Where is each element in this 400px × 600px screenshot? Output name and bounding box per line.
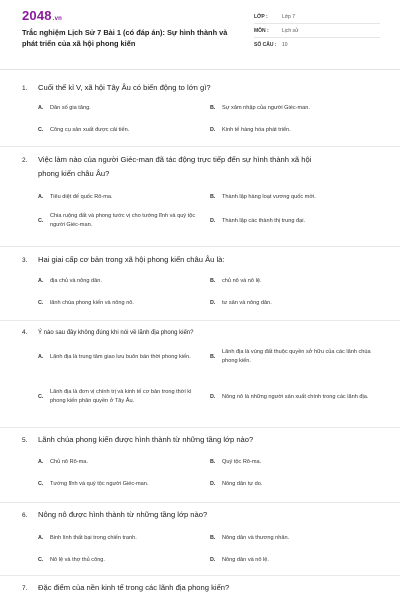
option-letter: D. <box>210 394 216 400</box>
option-text: lãnh chúa phong kiến và nông nô. <box>50 299 134 306</box>
option-letter: A. <box>38 194 44 200</box>
option-b[interactable] <box>210 192 382 202</box>
option-a[interactable] <box>38 103 208 113</box>
meta-value[interactable]: Lớp 7 <box>282 13 296 20</box>
option-text: Nông dân và thương nhân. <box>222 534 290 541</box>
option-d[interactable] <box>210 386 382 408</box>
question-stem <box>22 326 382 340</box>
site-logo[interactable] <box>22 8 62 23</box>
option-text: Dân số gia tăng. <box>50 104 91 111</box>
option-text: Thành lập hàng loạt vương quốc mới. <box>222 193 316 200</box>
question-text: Hai giai cấp cơ bản trong xã hội phong kiến châu Âu là: <box>38 255 225 264</box>
option-text: Sự xâm nhập của người Giéc-man. <box>222 104 310 111</box>
meta-row-class <box>254 10 380 24</box>
question-text: Cuối thế kỉ V, xã hội Tây Âu có biến động to lớn gì? <box>38 83 211 92</box>
meta-key: LỚP : <box>254 13 268 20</box>
option-b[interactable] <box>210 457 382 467</box>
option-b[interactable] <box>210 103 382 113</box>
option-letter: A. <box>38 535 44 541</box>
option-text: Nô lệ và thợ thủ công. <box>50 556 105 563</box>
option-text: Chủ nô Rô-ma. <box>50 458 88 465</box>
meta-key: SỐ CÂU : <box>254 42 277 48</box>
option-c[interactable] <box>38 298 208 308</box>
divider <box>0 575 400 576</box>
option-letter: B. <box>210 459 216 465</box>
logo-suffix: .vn <box>52 16 63 22</box>
question-stem <box>22 81 382 95</box>
option-text: Lãnh địa là trung tâm giao lưu buôn bán thời phong kiến. <box>50 353 191 360</box>
page-title: Trắc nghiệm Lịch Sử 7 Bài 1 (có đáp án): Sự hình thành và phát triển của xã hội phong kiến <box>22 28 228 48</box>
meta-key: MÔN : <box>254 27 269 34</box>
divider <box>0 320 400 321</box>
question-text: Đặc điểm của nền kinh tế trong các lãnh địa phong kiến? <box>38 583 230 592</box>
question-stem <box>22 581 382 595</box>
option-d[interactable] <box>210 555 382 565</box>
meta-row-count <box>254 38 380 52</box>
option-letter: B. <box>210 354 216 360</box>
question-number: 3. <box>22 257 28 264</box>
option-text: chủ nô và nô lệ. <box>222 277 262 284</box>
option-text: Chia ruộng đất và phong tước vị cho tướng lĩnh và quý tộc người Giéc-man. <box>50 213 196 228</box>
option-text: Thành lập các thành thị trung đại. <box>222 217 306 224</box>
option-c[interactable] <box>38 382 208 412</box>
option-letter: B. <box>210 105 216 111</box>
option-a[interactable] <box>38 276 208 286</box>
option-letter: A. <box>38 459 44 465</box>
question-text-line2: phong kiến châu Âu? <box>38 169 110 178</box>
option-c[interactable] <box>38 479 208 489</box>
option-text: Nông dân và nô lệ. <box>222 556 269 563</box>
option-b[interactable] <box>210 533 382 543</box>
option-letter: A. <box>38 354 44 360</box>
option-letter: C. <box>38 127 44 133</box>
question-text: Nông nô được hình thành từ những tầng lớp nào? <box>38 510 208 519</box>
option-letter: B. <box>210 194 216 200</box>
option-d[interactable] <box>210 479 382 489</box>
option-letter: C. <box>38 300 44 306</box>
option-text: Công cụ sản xuất được cải tiến. <box>50 126 130 133</box>
option-text: Tướng lĩnh và quý tộc người Giéc-man. <box>50 480 149 487</box>
option-text: Kinh tế hàng hóa phát triển. <box>222 126 291 133</box>
option-letter: D. <box>210 557 216 563</box>
option-b[interactable] <box>210 346 382 368</box>
option-letter: A. <box>38 105 44 111</box>
question-stem <box>22 253 382 267</box>
option-b[interactable] <box>210 276 382 286</box>
divider <box>0 502 400 503</box>
meta-value[interactable]: Lịch sử <box>282 27 299 34</box>
page-header <box>0 0 400 70</box>
logo-main: 2048 <box>22 8 52 23</box>
option-d[interactable] <box>210 125 382 135</box>
option-letter: D. <box>210 481 216 487</box>
option-letter: D. <box>210 300 216 306</box>
quiz-meta-table <box>254 10 380 52</box>
question-number: 4. <box>22 329 28 336</box>
option-text: tư sản và nông dân. <box>222 299 272 306</box>
option-a[interactable] <box>38 533 208 543</box>
option-text: Quý tộc Rô-ma. <box>222 458 262 465</box>
option-letter: C. <box>38 218 44 224</box>
option-letter: B. <box>210 535 216 541</box>
option-letter: C. <box>38 557 44 563</box>
question-number: 2. <box>22 157 28 164</box>
option-a[interactable] <box>38 192 208 202</box>
divider <box>0 427 400 428</box>
meta-value: 10 <box>282 42 288 48</box>
option-c[interactable] <box>38 555 208 565</box>
option-a[interactable] <box>38 457 208 467</box>
option-letter: C. <box>38 481 44 487</box>
option-letter: C. <box>38 394 44 400</box>
question-number: 7. <box>22 585 28 592</box>
option-text: địa chủ và nông dân. <box>50 277 102 284</box>
option-text: Tiêu diệt đế quốc Rô-ma. <box>50 193 113 200</box>
question-number: 5. <box>22 437 28 444</box>
option-a[interactable] <box>38 346 208 368</box>
divider <box>0 146 400 147</box>
option-letter: D. <box>210 127 216 133</box>
option-letter: A. <box>38 278 44 284</box>
option-d[interactable] <box>210 298 382 308</box>
option-text: Nông nô là những người sản xuất chính trong các lãnh địa. <box>222 393 369 400</box>
option-text: Binh lính thất bại trong chiến tranh. <box>50 534 137 541</box>
question-stem <box>22 508 382 522</box>
option-d[interactable] <box>210 216 382 226</box>
option-c[interactable] <box>38 211 208 231</box>
meta-row-subject <box>254 24 380 38</box>
divider <box>0 246 400 247</box>
option-text: Lãnh địa là đơn vị chính trị và kinh tế cơ bản trong thời kì phong kiến phân quyền ở Tây Âu. <box>50 389 192 404</box>
question-text: Lãnh chúa phong kiến được hình thành từ những tầng lớp nào? <box>38 435 254 444</box>
question-number: 6. <box>22 512 28 519</box>
option-text: Nông dân tự do. <box>222 480 263 487</box>
question-number: 1. <box>22 85 28 92</box>
option-c[interactable] <box>38 125 208 135</box>
question-stem <box>22 153 382 180</box>
option-text: Lãnh địa là vùng đất thuộc quyền sở hữu của các lãnh chúa phong kiến. <box>222 349 371 364</box>
question-text: Ý nào sau đây không đúng khi nói về lãnh địa phong kiến? <box>38 330 194 336</box>
option-letter: D. <box>210 218 216 224</box>
option-letter: B. <box>210 278 216 284</box>
question-text-line1: Việc làm nào của người Giéc-man đã tác động trực tiếp đến sự hình thành xã hội <box>38 155 312 164</box>
question-stem <box>22 433 382 447</box>
